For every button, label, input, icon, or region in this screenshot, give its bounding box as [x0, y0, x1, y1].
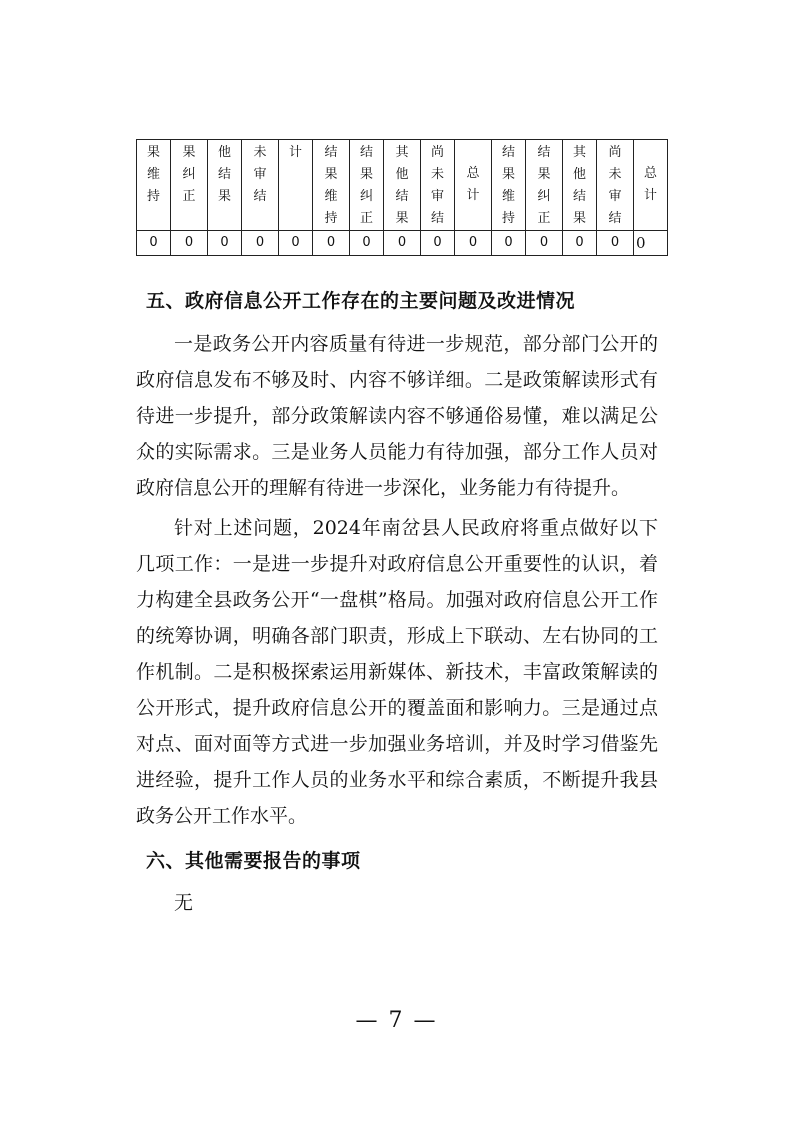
table-cell: 0	[634, 231, 668, 256]
table-cell: 0	[597, 231, 634, 256]
table-header-cell: 结果纠正	[526, 140, 563, 231]
table-cell: 0	[171, 231, 208, 256]
table-header-cell: 未审结	[242, 140, 279, 231]
section-5-paragraph-problems: 一是政务公开内容质量有待进一步规范，部分部门公开的政府信息发布不够及时、内容不够详细。二是政策解读形式有待进一步提升，部分政策解读内容不够通俗易懂，难以满足公众的实际需求。三是业务人员能力有待加强，部分工作人员对政府信息公开的理解有待进一步深化，业务能力有待提升。	[136, 333, 658, 499]
table-cell: 0	[384, 231, 421, 256]
table-cell: 0	[208, 231, 242, 256]
section-5-heading: 五、政府信息公开工作存在的主要问题及改进情况	[146, 290, 576, 312]
table-header-cell: 总计	[455, 140, 492, 231]
table-header-cell: 果纠正	[171, 140, 208, 231]
table-header-cell: 果维持	[137, 140, 171, 231]
table-header-cell: 总计	[634, 140, 668, 231]
section-6-heading: 六、其他需要报告的事项	[146, 850, 361, 872]
table-header-cell: 其他结果	[384, 140, 421, 231]
page-number: — 7 —	[355, 1008, 438, 1033]
table-header-cell: 尚未审结	[597, 140, 634, 231]
table-cell: 0	[350, 231, 384, 256]
table-cell: 0	[526, 231, 563, 256]
section-5-paragraph-improvements: 针对上述问题，2024年南岔县人民政府将重点做好以下几项工作：一是进一步提升对政府信息公开重要性的认识，着力构建全县政务公开“一盘棋”格局。加强对政府信息公开工作的统筹协调，明确各部门职责，形成上下联动、左右协同的工作机制。二是积极探索运用新媒体、新技术，丰富政策解读的公开形式，提升政府信息公开的覆盖面和影响力。三是通过点对点、面对面等方式进一步加强业务培训，并及时学习借鉴先进经验，提升工作人员的业务水平和综合素质，不断提升我县政务公开工作水平。	[136, 517, 658, 827]
table-header-cell: 计	[279, 140, 313, 231]
table-cell: 0	[279, 231, 313, 256]
table-cell: 0	[137, 231, 171, 256]
table-cell: 0	[563, 231, 597, 256]
table-row	[137, 231, 668, 256]
table-cell: 0	[242, 231, 279, 256]
table-header-cell: 结果维持	[313, 140, 350, 231]
table-cell: 0	[421, 231, 455, 256]
appeal-statistics-table	[136, 139, 668, 256]
table-header-cell: 其他结果	[563, 140, 597, 231]
table-cell: 0	[313, 231, 350, 256]
table-header-cell: 结果纠正	[350, 140, 384, 231]
table-header-cell: 尚未审结	[421, 140, 455, 231]
table-header-cell: 他结果	[208, 140, 242, 231]
table-cell: 0	[455, 231, 492, 256]
table-header-cell: 结果维持	[492, 140, 526, 231]
table-cell: 0	[492, 231, 526, 256]
table-header-row	[137, 140, 668, 231]
section-6-body: 无	[174, 892, 194, 914]
